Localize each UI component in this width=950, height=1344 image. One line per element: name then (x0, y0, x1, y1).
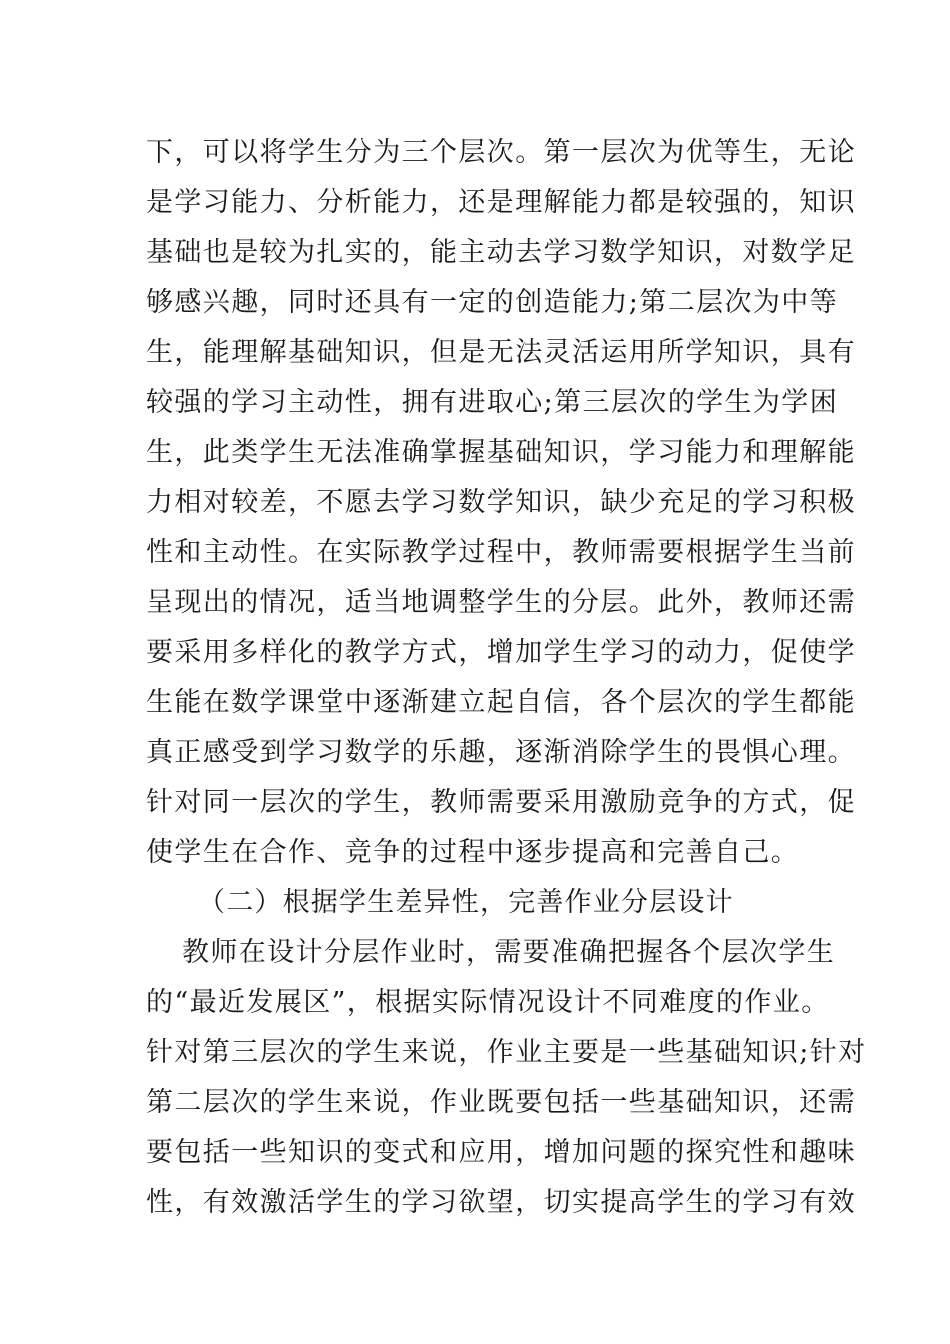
body-text (146, 128, 867, 1228)
text-line: 下，可以将学生分为三个层次。第一层次为优等生，无论 (146, 137, 856, 168)
text-line: 要包括一些知识的变式和应用，增加问题的探究性和趣味 (146, 1137, 856, 1168)
text-line: 第二层次的学生来说，作业既要包括一些基础知识，还需 (146, 1087, 856, 1118)
text-line: 较强的学习主动性，拥有进取心;第三层次的学生为学困 (146, 387, 839, 418)
text-line: 生能在数学课堂中逐渐建立起自信，各个层次的学生都能 (146, 687, 856, 718)
text-line: 性和主动性。在实际教学过程中，教师需要根据学生当前 (146, 537, 856, 568)
text-line: 生，此类学生无法准确掌握基础知识，学习能力和理解能 (146, 437, 856, 468)
text-line: 是学习能力、分析能力，还是理解能力都是较强的，知识 (146, 187, 856, 218)
text-line: 力相对较差，不愿去学习数学知识，缺少充足的学习积极 (146, 487, 856, 518)
text-line: 针对第三层次的学生来说，作业主要是一些基础知识;针对 (146, 1037, 867, 1068)
text-line: 呈现出的情况，适当地调整学生的分层。此外，教师还需 (146, 587, 856, 618)
section-heading: （二）根据学生差异性，完善作业分层设计 (198, 887, 734, 918)
text-line: 要采用多样化的教学方式，增加学生学习的动力，促使学 (146, 637, 856, 668)
text-line: 性，有效激活学生的学习欲望，切实提高学生的学习有效 (146, 1187, 856, 1218)
text-line: 针对同一层次的学生，教师需要采用激励竞争的方式，促 (146, 787, 856, 818)
text-line: 教师在设计分层作业时，需要准确把握各个层次学生 (182, 937, 836, 968)
text-line: 使学生在合作、竞争的过程中逐步提高和完善自己。 (146, 837, 800, 868)
text-line: 基础也是较为扎实的，能主动去学习数学知识，对数学足 (146, 237, 856, 268)
text-line: 够感兴趣，同时还具有一定的创造能力;第二层次为中等 (146, 287, 839, 318)
text-line: 生，能理解基础知识，但是无法灵活运用所学知识，具有 (146, 337, 856, 368)
text-line: 的“最近发展区”，根据实际情况设计不同难度的作业。 (146, 987, 830, 1018)
text-line: 真正感受到学习数学的乐趣，逐渐消除学生的畏惧心理。 (146, 737, 856, 768)
